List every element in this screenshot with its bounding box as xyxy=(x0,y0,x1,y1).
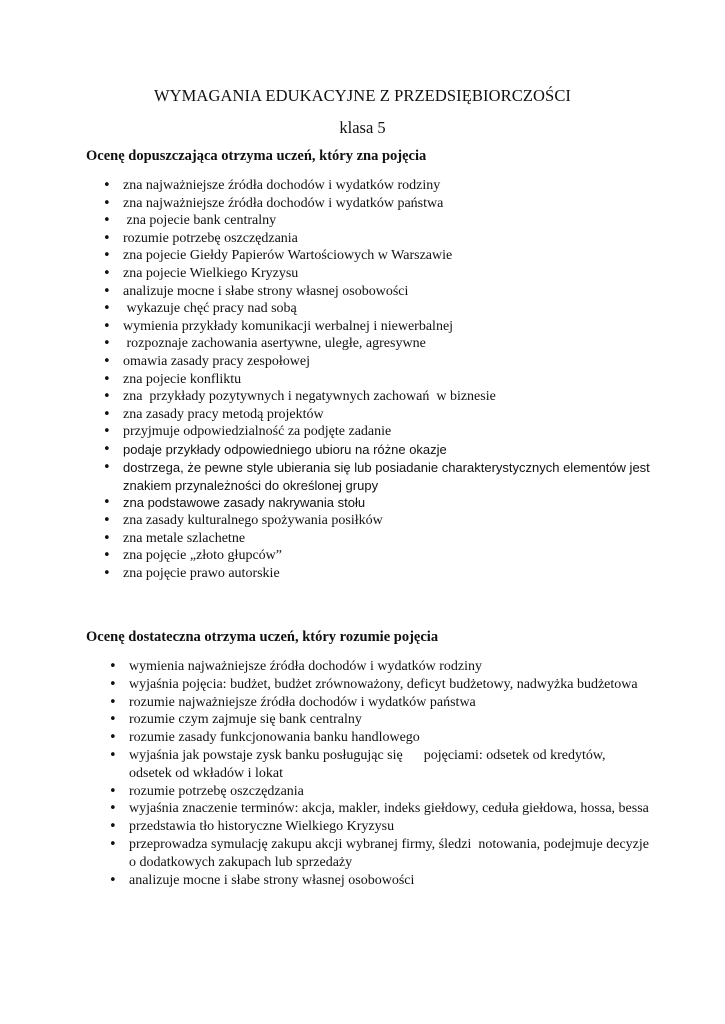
list-item xyxy=(103,406,663,424)
list-item xyxy=(109,676,649,694)
list-item xyxy=(103,459,663,495)
bullet-icon: • xyxy=(103,283,111,299)
bullet-icon: • xyxy=(103,318,111,334)
bullet-icon: • xyxy=(103,371,111,387)
bullet-icon: • xyxy=(103,441,111,457)
bullet-icon: • xyxy=(109,836,117,852)
list-item xyxy=(103,318,663,336)
list-item xyxy=(103,195,663,213)
list-item-text: przyjmuje odpowiedzialność za podjęte zadanie xyxy=(123,424,392,440)
list-item-text: analizuje mocne i słabe strony własnej osobowości xyxy=(123,283,409,299)
bullet-icon: • xyxy=(109,659,117,674)
list-item-text: zna pojecie konfliktu xyxy=(123,371,242,387)
bullet-icon: • xyxy=(109,712,117,728)
bullet-icon: • xyxy=(103,265,111,281)
list-item xyxy=(103,371,663,389)
requirements-list-dostateczna xyxy=(109,658,653,889)
list-item-text: zna pojecie Giełdy Papierów Wartościowych w Warszawie xyxy=(123,248,453,264)
list-item-text: dostrzega, że pewne style ubierania się lub posiadanie charakterystycznych elementów jest znakiem przynależności do określonej grupy xyxy=(123,459,654,493)
list-item xyxy=(109,658,649,676)
bullet-icon: • xyxy=(103,389,111,405)
list-item xyxy=(109,747,649,783)
list-item-text: rozumie zasady funkcjonowania banku handlowego xyxy=(129,730,420,746)
list-item xyxy=(109,836,653,872)
list-item-text: przedstawia tło historyczne Wielkiego Kryzysu xyxy=(129,819,395,835)
list-item xyxy=(109,729,649,747)
list-item xyxy=(103,335,663,353)
bullet-icon: • xyxy=(103,353,111,369)
bullet-icon: • xyxy=(103,459,111,475)
list-item-text: zna najważniejsze źródła dochodów i wydatków państwa xyxy=(123,195,444,211)
list-item-text: zna podstawowe zasady nakrywania stołu xyxy=(123,495,366,511)
list-item xyxy=(103,265,663,283)
bullet-icon: • xyxy=(103,301,111,317)
bullet-icon: • xyxy=(103,406,111,422)
document-subtitle: klasa 5 xyxy=(339,118,386,137)
requirements-list-dopuszczajaca xyxy=(103,177,663,582)
bullet-icon: • xyxy=(103,530,111,546)
list-item-text: wykazuje chęć pracy nad sobą xyxy=(123,301,297,317)
list-item-text: rozumie czym zajmuje się bank centralny xyxy=(129,712,362,728)
list-item-text: wyjaśnia jak powstaje zysk banku posługując się pojęciami: odsetek od kredytów, odsetek od wkładów i lokat xyxy=(129,747,610,781)
list-item-text: podaje przykłady odpowiedniego ubioru na różne okazje xyxy=(123,441,447,457)
list-item xyxy=(103,565,663,583)
list-item-text: zna pojęcie „złoto głupców” xyxy=(123,548,282,564)
list-item xyxy=(103,353,663,371)
list-item-text: analizuje mocne i słabe strony własnej osobowości xyxy=(129,872,415,888)
bullet-icon: • xyxy=(109,783,117,799)
list-item xyxy=(103,283,663,301)
bullet-icon: • xyxy=(103,230,111,246)
list-item-text: wymienia przykłady komunikacji werbalnej i niewerbalnej xyxy=(123,318,454,334)
list-item xyxy=(109,694,649,712)
list-item-text: zna pojecie bank centralny xyxy=(123,213,277,229)
list-item xyxy=(103,300,663,318)
list-item xyxy=(103,388,663,406)
bullet-icon: • xyxy=(109,872,117,888)
list-item xyxy=(103,494,663,512)
list-item-text: zna przykłady pozytywnych i negatywnych zachowań w biznesie xyxy=(123,389,496,405)
bullet-icon: • xyxy=(109,694,117,710)
bullet-icon: • xyxy=(103,548,111,564)
section-heading-dostateczna: Ocenę dostateczna otrzyma uczeń, który rozumie pojęcia xyxy=(86,629,439,645)
section-heading-dopuszczajaca: Ocenę dopuszczająca otrzyma uczeń, który zna pojęcia xyxy=(86,148,427,164)
list-item-text: wymienia najważniejsze źródła dochodów i wydatków rodziny xyxy=(129,659,483,674)
list-item-text: zna metale szlachetne xyxy=(123,530,246,546)
list-item xyxy=(103,212,663,230)
list-item-text: wyjaśnia pojęcia: budżet, budżet zrównoważony, deficyt budżetowy, nadwyżka budżetowa xyxy=(129,676,638,692)
list-item xyxy=(103,530,663,548)
bullet-icon: • xyxy=(103,248,111,264)
list-item xyxy=(109,872,649,890)
list-item-text: zna zasady pracy metodą projektów xyxy=(123,406,324,422)
list-item-text: rozumie potrzebę oszczędzania xyxy=(123,230,298,246)
bullet-icon: • xyxy=(103,495,111,511)
list-item-text: wyjaśnia znaczenie terminów: akcja, makler, indeks giełdowy, ceduła giełdowa, hossa, bessa xyxy=(129,801,649,817)
list-item-text: przeprowadza symulację zakupu akcji wybranej firmy, śledzi notowania, podejmuje decyzje o dodatkowych zakupach lub sprzedaży xyxy=(129,836,653,870)
list-item xyxy=(103,247,663,265)
bullet-icon: • xyxy=(103,424,111,440)
bullet-icon: • xyxy=(103,513,111,529)
list-item xyxy=(109,818,649,836)
list-item-text: zna najważniejsze źródła dochodów i wydatków rodziny xyxy=(123,178,441,193)
bullet-icon: • xyxy=(103,336,111,352)
list-item xyxy=(103,512,663,530)
list-item xyxy=(109,783,649,801)
list-item-text: rozumie potrzebę oszczędzania xyxy=(129,783,304,799)
list-item-text: rozpoznaje zachowania asertywne, uległe, agresywne xyxy=(123,336,426,352)
list-item xyxy=(103,230,663,248)
bullet-icon: • xyxy=(109,747,117,763)
bullet-icon: • xyxy=(109,676,117,692)
document-title: WYMAGANIA EDUKACYJNE Z PRZEDSIĘBIORCZOŚCI xyxy=(153,86,572,105)
bullet-icon: • xyxy=(103,195,111,211)
list-item-text: omawia zasady pracy zespołowej xyxy=(123,353,310,369)
list-item xyxy=(109,711,649,729)
bullet-icon: • xyxy=(109,819,117,835)
bullet-icon: • xyxy=(103,178,111,193)
list-item xyxy=(109,800,649,818)
bullet-icon: • xyxy=(109,730,117,746)
list-item xyxy=(103,441,663,459)
bullet-icon: • xyxy=(103,213,111,229)
list-item xyxy=(103,547,663,565)
list-item-text: rozumie najważniejsze źródła dochodów i wydatków państwa xyxy=(129,694,476,710)
list-item-text: zna zasady kulturalnego spożywania posiłków xyxy=(123,513,383,529)
list-item-text: zna pojecie Wielkiego Kryzysu xyxy=(123,265,299,281)
bullet-icon: • xyxy=(109,801,117,817)
list-item xyxy=(103,177,663,195)
list-item xyxy=(103,423,663,441)
bullet-icon: • xyxy=(103,565,111,581)
list-item-text: zna pojęcie prawo autorskie xyxy=(123,565,280,581)
